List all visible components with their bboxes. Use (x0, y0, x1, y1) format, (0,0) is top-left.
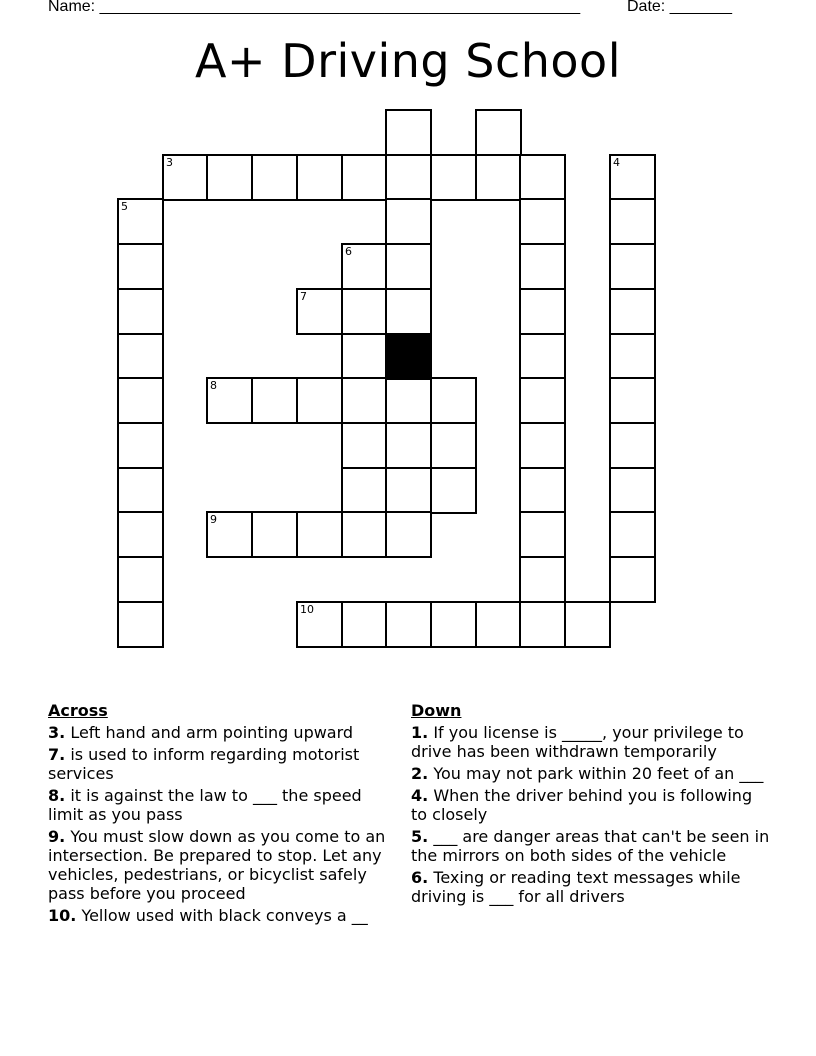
grid-cell[interactable] (117, 556, 164, 603)
cell-number: 3 (166, 156, 173, 169)
clue-across-9 (48, 827, 400, 903)
grid-cell[interactable] (519, 422, 566, 469)
grid-cell[interactable] (341, 511, 388, 558)
grid-cell[interactable] (296, 511, 343, 558)
grid-cell[interactable] (341, 467, 388, 514)
grid-cell[interactable] (117, 422, 164, 469)
grid-cell[interactable] (609, 556, 656, 603)
grid-cell[interactable] (609, 377, 656, 424)
cell-number: 10 (300, 603, 314, 616)
grid-cell[interactable] (519, 601, 566, 648)
grid-cell[interactable] (519, 333, 566, 380)
grid-cell[interactable] (564, 601, 611, 648)
clue-across-7 (48, 745, 400, 783)
clue-number: 7. (48, 745, 66, 764)
grid-cell[interactable] (341, 422, 388, 469)
clue-number: 2. (411, 764, 429, 783)
grid-cell[interactable] (117, 377, 164, 424)
clue-number: 10. (48, 906, 77, 925)
grid-cell[interactable] (519, 511, 566, 558)
clue-across-3 (48, 723, 400, 742)
grid-cell[interactable] (206, 377, 253, 424)
grid-cell[interactable] (609, 422, 656, 469)
clue-number: 3. (48, 723, 66, 742)
clue-across-8 (48, 786, 400, 824)
grid-cell[interactable] (609, 288, 656, 335)
clue-text: Yellow used with black conveys a __ (81, 906, 368, 925)
grid-block (385, 333, 432, 380)
clue-down-6 (411, 868, 771, 906)
grid-cell[interactable] (430, 154, 477, 201)
grid-cell[interactable] (609, 198, 656, 245)
clue-down-2 (411, 764, 771, 783)
grid-cell[interactable] (519, 467, 566, 514)
clue-text: You must slow down as you come to an intersection. Be prepared to stop. Let any vehicles, pedestrians, or bicyclist safely pass before you proceed (48, 827, 386, 903)
grid-cell[interactable] (609, 333, 656, 380)
grid-cell[interactable] (251, 511, 298, 558)
clue-text: ___ are danger areas that can't be seen in the mirrors on both sides of the vehicle (411, 827, 770, 865)
grid-cell[interactable] (385, 288, 432, 335)
grid-cell[interactable] (296, 154, 343, 201)
grid-cell[interactable] (385, 511, 432, 558)
cell-number: 4 (613, 156, 620, 169)
cell-number: 7 (300, 290, 307, 303)
grid-cell[interactable] (519, 243, 566, 290)
grid-cell[interactable] (117, 467, 164, 514)
grid-cell[interactable] (385, 422, 432, 469)
clue-number: 5. (411, 827, 429, 846)
grid-cell[interactable] (206, 511, 253, 558)
grid-cell[interactable] (519, 198, 566, 245)
grid-cell[interactable] (162, 154, 209, 201)
clue-text: it is against the law to ___ the speed limit as you pass (48, 786, 362, 824)
clue-number: 9. (48, 827, 66, 846)
grid-cell[interactable] (341, 154, 388, 201)
cell-number: 5 (121, 200, 128, 213)
across-heading: Across (48, 701, 108, 720)
grid-cell[interactable] (475, 601, 522, 648)
clue-down-1 (411, 723, 771, 761)
grid-cell[interactable] (341, 243, 388, 290)
clue-text: is used to inform regarding motorist services (48, 745, 360, 783)
clue-across-10 (48, 906, 400, 925)
clue-number: 6. (411, 868, 429, 887)
grid-cell[interactable] (519, 377, 566, 424)
grid-cell[interactable] (341, 601, 388, 648)
grid-cell[interactable] (430, 377, 477, 424)
grid-cell[interactable] (475, 109, 522, 156)
grid-cell[interactable] (385, 154, 432, 201)
grid-cell[interactable] (609, 154, 656, 201)
grid-cell[interactable] (341, 333, 388, 380)
grid-cell[interactable] (519, 154, 566, 201)
grid-cell[interactable] (385, 109, 432, 156)
clue-number: 1. (411, 723, 429, 742)
grid-cell[interactable] (519, 556, 566, 603)
cell-number: 9 (210, 513, 217, 526)
grid-cell[interactable] (251, 377, 298, 424)
grid-cell[interactable] (117, 243, 164, 290)
clue-text: Texing or reading text messages while driving is ___ for all drivers (411, 868, 741, 906)
grid-cell[interactable] (117, 198, 164, 245)
grid-cell[interactable] (430, 467, 477, 514)
grid-cell[interactable] (385, 198, 432, 245)
clue-text: You may not park within 20 feet of an ___ (433, 764, 764, 783)
across-clues (48, 701, 400, 928)
grid-cell[interactable] (430, 601, 477, 648)
grid-cell[interactable] (385, 243, 432, 290)
grid-cell[interactable] (609, 467, 656, 514)
cell-number: 8 (210, 379, 217, 392)
clue-down-5 (411, 827, 771, 865)
grid-cell[interactable] (385, 601, 432, 648)
grid-cell[interactable] (117, 288, 164, 335)
grid-cell[interactable] (341, 377, 388, 424)
grid-cell[interactable] (117, 601, 164, 648)
grid-cell[interactable] (296, 601, 343, 648)
cell-number: 6 (345, 245, 352, 258)
grid-cell[interactable] (117, 511, 164, 558)
grid-cell[interactable] (385, 377, 432, 424)
grid-cell[interactable] (341, 288, 388, 335)
clue-number: 4. (411, 786, 429, 805)
clue-number: 8. (48, 786, 66, 805)
clue-text: When the driver behind you is following to closely (411, 786, 753, 824)
down-clues (411, 701, 771, 909)
grid-cell[interactable] (296, 377, 343, 424)
clue-text: Left hand and arm pointing upward (70, 723, 354, 742)
grid-cell[interactable] (385, 467, 432, 514)
date-field: Date: _______ (627, 0, 732, 15)
grid-cell[interactable] (609, 511, 656, 558)
grid-cell[interactable] (296, 288, 343, 335)
grid-cell[interactable] (251, 154, 298, 201)
clue-text: If you license is _____, your privilege to drive has been withdrawn temporarily (411, 723, 744, 761)
grid-cell[interactable] (519, 288, 566, 335)
grid-cell[interactable] (475, 154, 522, 201)
grid-cell[interactable] (609, 243, 656, 290)
grid-cell[interactable] (206, 154, 253, 201)
grid-cell[interactable] (430, 422, 477, 469)
down-heading: Down (411, 701, 462, 720)
name-field: Name: ______________________________________________________ (48, 0, 581, 15)
page-title: A+ Driving School (195, 34, 621, 88)
grid-cell[interactable] (117, 333, 164, 380)
clue-down-4 (411, 786, 771, 824)
